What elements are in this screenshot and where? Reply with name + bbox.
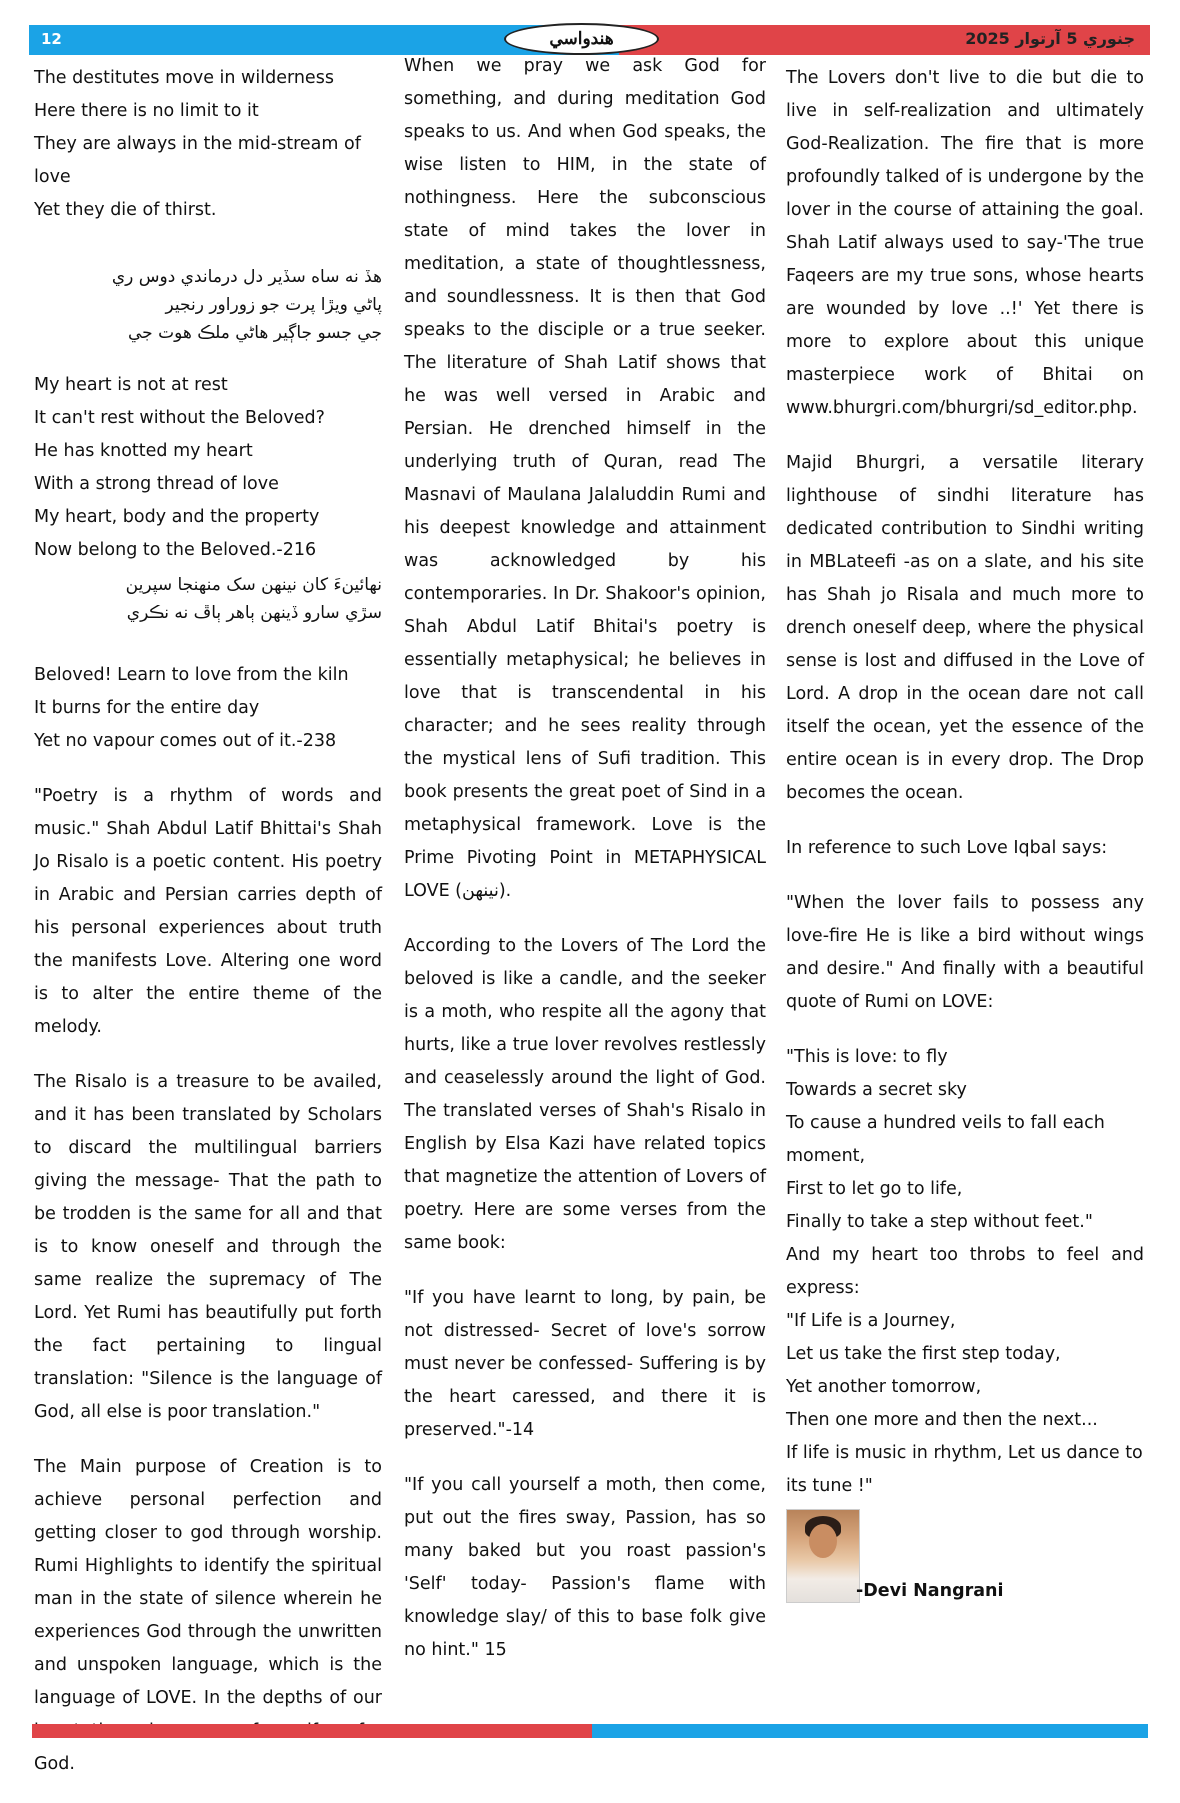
verse-2 [34, 369, 382, 567]
verse-3 [34, 659, 382, 758]
sindhi-line: نهائينءَ کان نينهن سک منهنجا سپرين [125, 575, 382, 595]
verse-line: With a strong thread of love [34, 474, 279, 494]
sindhi-line: پاڻي ويڙا پرت جو زوراور رنجير [165, 295, 382, 315]
quote-line: If life is music in rhythm, Let us dance to its tune !" [786, 1443, 1143, 1496]
paragraph: The Risalo is a treasure to be availed, and it has been translated by Scholars to discard the multilingual barriers giving the message- That the path to be trodden is the same for all and that is to know oneself and through the same realize the supremacy of The Lord. Yet Rumi has beautifully put forth the fact pertaining to lingual translation: "Silence is the language of God, all else is poor translation." [34, 1072, 382, 1422]
paragraph: When we pray we ask God for something, and during meditation God speaks to us. And when God speaks, the wise listen to HIM, in the state of nothingness. Here the subconscious state of mind takes the lover in meditation, a state of thoughtlessness, and soundlessness. It is then that God speaks to the disciple or a true seeker. The literature of Shah Latif shows that he was well versed in Arabic and Persian. He drenched himself in the underlying truth of Quran, read The Masnavi of Maulana Jalaluddin Rumi and his deepest knowledge and attainment was acknowledged by his contemporaries. In Dr. Shakoor's opinion, Shah Abdul Latif Bhitai's poetry is essentially metaphysical; he believes in love that is transcendental in his character; and he sees reality through the mystical lens of Sufi tradition. This book presents the great poet of Sind in a metaphysical framework. Love is the Prime Pivoting Point in METAPHYSICAL LOVE (نينهن). [404, 56, 766, 901]
author-name: -Devi Nangrani [856, 1581, 1004, 1601]
verse-line: The destitutes move in wilderness [34, 68, 334, 88]
quote-line: First to let go to life, [786, 1179, 963, 1199]
quote: "When the lover fails to possess any love-fire He is like a bird without wings and desire." And finally with a beautiful quote of Rumi on LOVE: [786, 893, 1144, 1012]
quote-line: Then one more and then the next... [786, 1410, 1098, 1430]
verse-line: They are always in the mid-stream of love [34, 134, 361, 187]
sindhi-verse-1 [34, 263, 382, 347]
verse-line: Yet they die of thirst. [34, 200, 217, 220]
quote-line: Towards a secret sky [786, 1080, 967, 1100]
quote-line: Let us take the first step today, [786, 1344, 1061, 1364]
author-photo [786, 1509, 860, 1603]
verse-line: Beloved! Learn to love from the kiln [34, 665, 349, 685]
footer-blue-band [592, 1724, 1148, 1738]
verse-line: It burns for the entire day [34, 698, 260, 718]
verse-line: Here there is no limit to it [34, 101, 259, 121]
verse-line: My heart is not at rest [34, 375, 228, 395]
column-2 [404, 50, 766, 1689]
masthead-logo: هندواسي [504, 23, 659, 55]
verse-line: He has knotted my heart [34, 441, 253, 461]
verse-line: It can't rest without the Beloved? [34, 408, 325, 428]
paragraph: The Lovers don't live to die but die to live in self-realization and ultimately God-Realization. The fire that is more profoundly talked of is undergone by the lover in the course of attaining the goal. Shah Latif always used to say-'The true Faqeers are my true sons, whose hearts are wounded by love ..!' Yet there is more to explore about this unique masterpiece work of Bhitai on www.bhurgri.com/bhurgri/sd_editor.php. [786, 68, 1144, 418]
photo-face [809, 1524, 837, 1558]
paragraph: "Poetry is a rhythm of words and music." Shah Abdul Latif Bhittai's Shah Jo Risalo is a poetic content. His poetry in Arabic and Persian carries depth of his personal experiences about truth the manifests Love. Altering one word is to alter the entire theme of the melody. [34, 786, 382, 1037]
paragraph: Majid Bhurgri, a versatile literary lighthouse of sindhi literature has dedicated contribution to Sindhi writing in MBLateefi -as on a slate, and his site has Shah jo Risala and much more to drench oneself deep, where the physical sense is lost and diffused in the Love of Lord. A drop in the ocean dare not call itself the ocean, yet the essence of the entire ocean is in every drop. The Drop becomes the ocean. [786, 453, 1144, 803]
sindhi-line: جي جسو جاڳير هاڻي ملڪ هوت جي [128, 323, 382, 343]
paragraph: And my heart too throbs to feel and express: [786, 1245, 1144, 1298]
verse-1 [34, 62, 382, 227]
quote: "If you have learnt to long, by pain, be not distressed- Secret of love's sorrow must never be confessed- Suffering is by the heart caressed, and there it is preserved."-14 [404, 1288, 766, 1440]
sindhi-verse-2 [34, 571, 382, 627]
column-3 [786, 62, 1144, 1603]
quote-line: Yet another tomorrow, [786, 1377, 982, 1397]
issue-date: 2025 جنوري 5 آرتوار [965, 29, 1135, 48]
verse-line: My heart, body and the property [34, 507, 320, 527]
quote-line: Finally to take a step without feet." [786, 1212, 1093, 1232]
quote-line: "This is love: to fly [786, 1047, 948, 1067]
sindhi-line: سڙي سارو ڏينهن ٻاهر ٻاڦ نه نڪري [126, 603, 382, 623]
rumi-quote [786, 1041, 1144, 1239]
paragraph: In reference to such Love Iqbal says: [786, 838, 1108, 858]
quote: "If you call yourself a moth, then come, put out the fires sway, Passion, has so many baked but you roast passion's 'Self' today- Passion's flame with knowledge slay/ of this to base folk give no hint." 15 [404, 1475, 766, 1660]
page-number: 12 [41, 30, 62, 48]
quote-line: To cause a hundred veils to fall each moment, [786, 1113, 1105, 1166]
author-signature [786, 1503, 1144, 1603]
footer-red-band [32, 1724, 592, 1738]
verse-line: Now belong to the Beloved.-216 [34, 540, 317, 560]
closing-quote [786, 1305, 1144, 1503]
verse-line: Yet no vapour comes out of it.-238 [34, 731, 337, 751]
sindhi-line: هڏ نه ساه سڏير دل درماندي دوس ري [111, 267, 382, 287]
quote-line: "If Life is a Journey, [786, 1311, 956, 1331]
paragraph: The Main purpose of Creation is to achieve personal perfection and getting closer to god through worship. Rumi Highlights to identify the spiritual man in the state of silence wherein he experiences God through the unwritten and unspoken language, which is the language of LOVE. In the depths of our God. [34, 1457, 382, 1774]
column-1 [34, 62, 382, 1803]
page-footer [32, 1724, 1148, 1738]
paragraph: According to the Lovers of The Lord the beloved is like a candle, and the seeker is a moth, who respite all the agony that hurts, like a true lover revolves restlessly and ceaselessly around the light of God. The translated verses of Shah's Risalo in English by Elsa Kazi have related topics that magnetize the attention of Lovers of poetry. Here are some verses from the same book: [404, 936, 766, 1253]
